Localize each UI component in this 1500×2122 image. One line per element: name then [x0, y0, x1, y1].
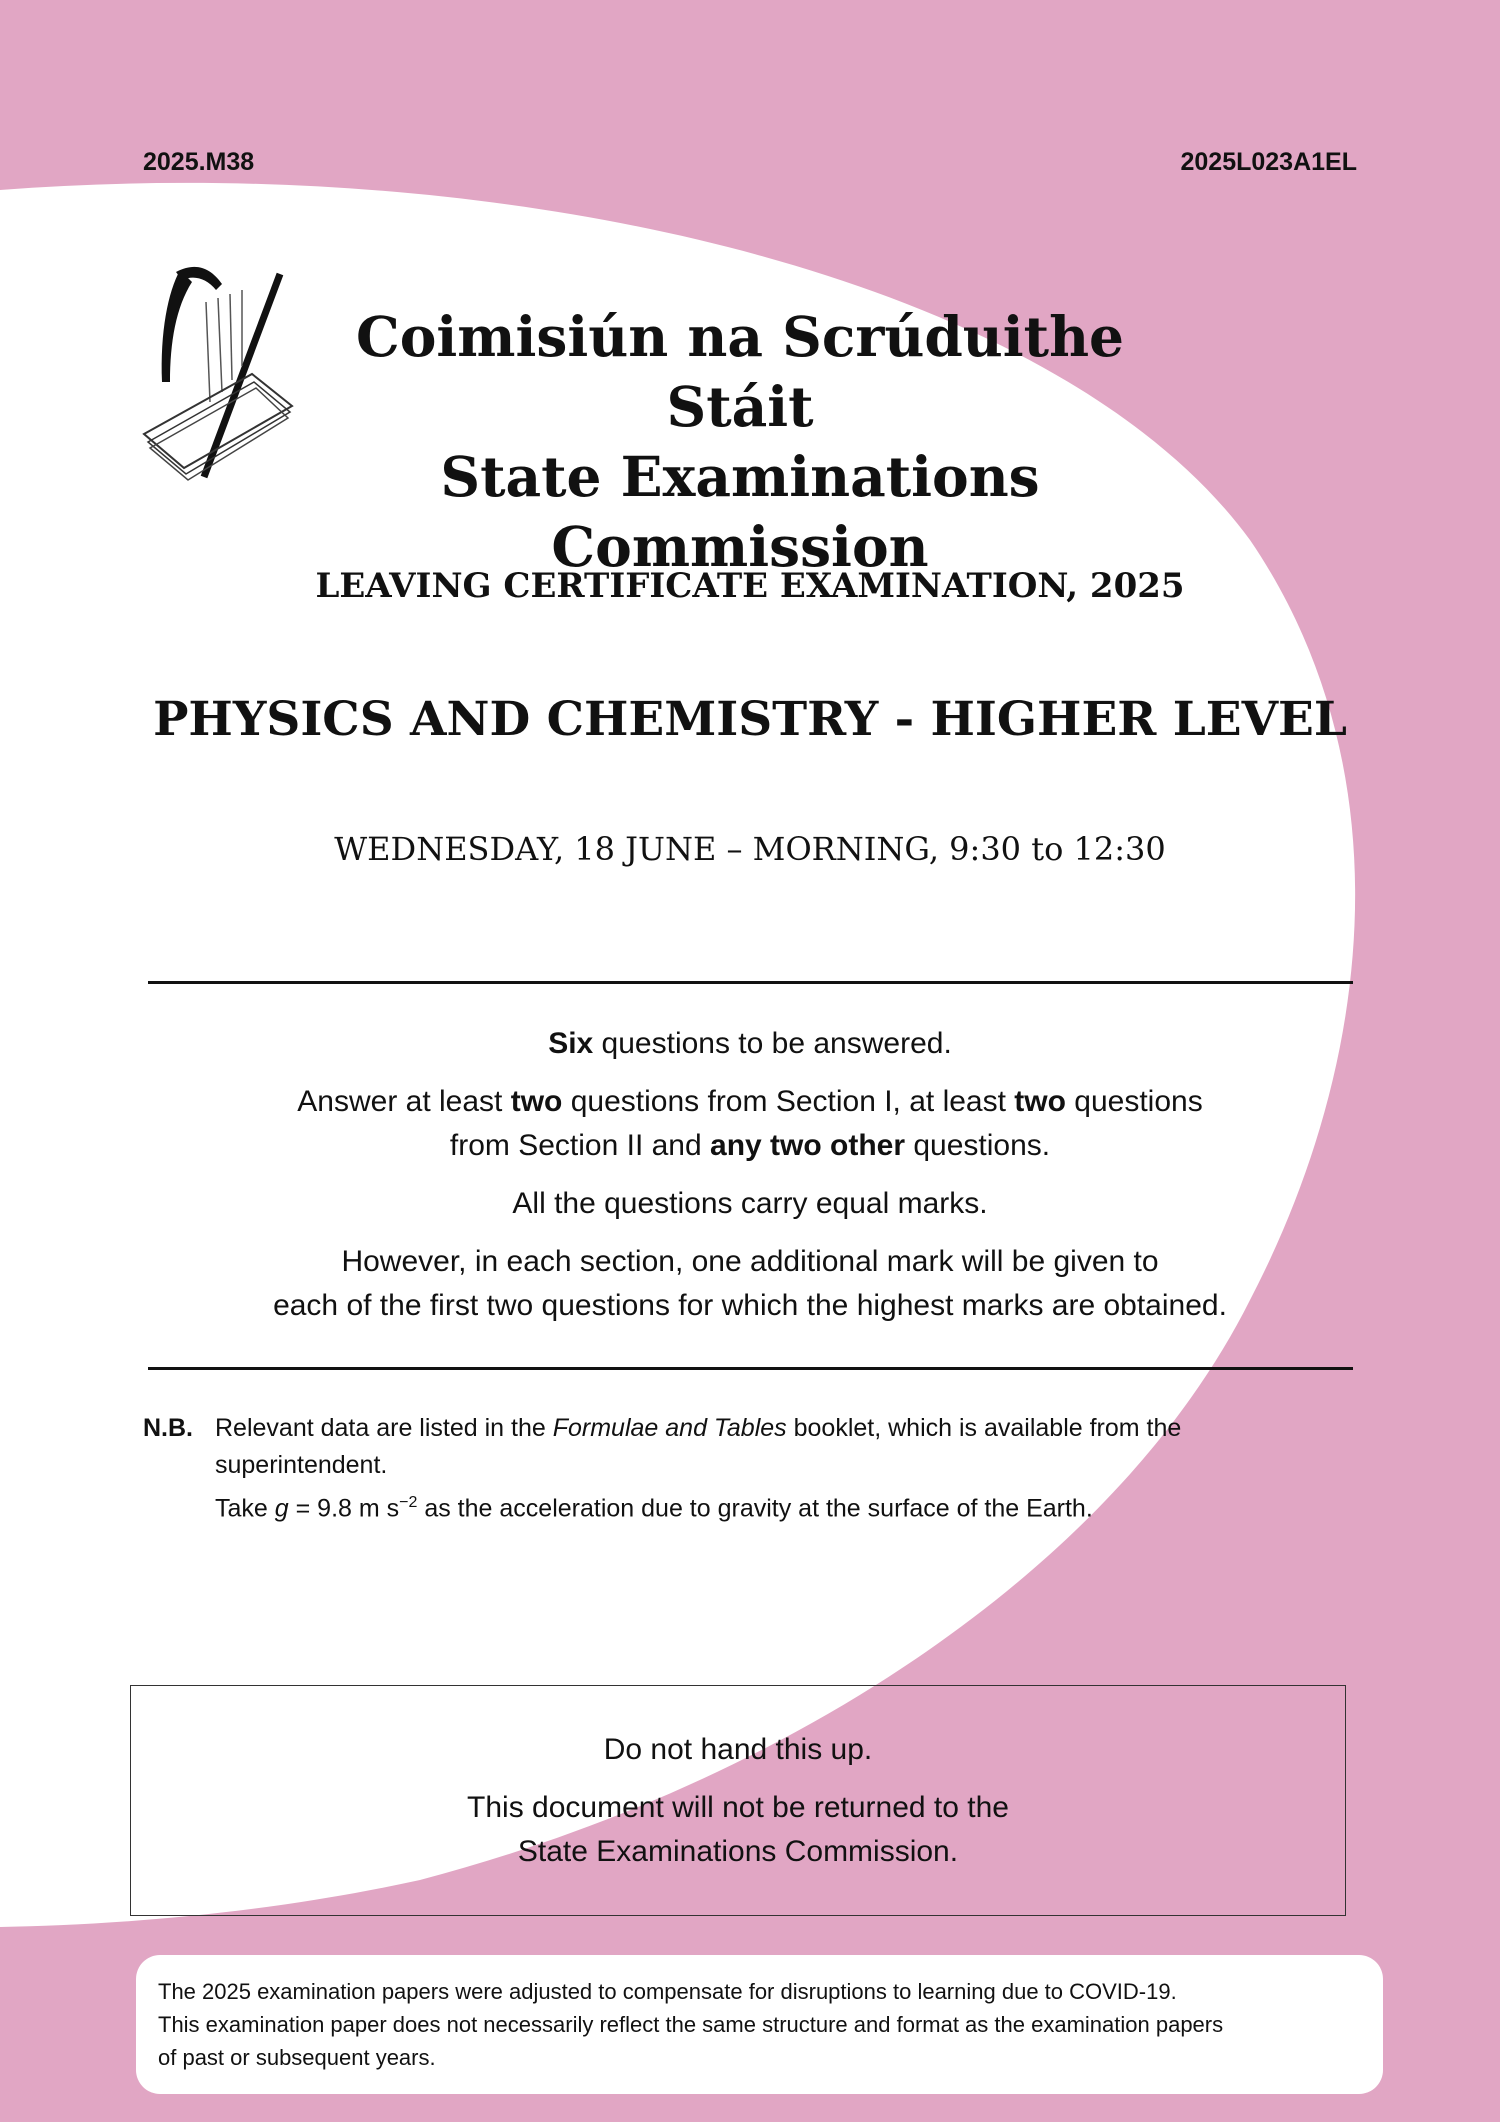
box-line-3: State Examinations Commission. [517, 1835, 959, 1868]
commission-name-irish: Coimisiún na Scrúduithe Stáit [355, 304, 1125, 439]
instruction-line-4: All the questions carry equal marks. [512, 1187, 988, 1220]
paper-code-right: 2025L023A1EL [1180, 148, 1357, 176]
box-line-2: This document will not be returned to the [467, 1791, 1009, 1824]
do-not-hand-up-box [130, 1685, 1346, 1916]
notice-line-3: of past or subsequent years. [158, 2045, 436, 2070]
divider-bottom [148, 1367, 1353, 1370]
commission-name-english: State Examinations Commission [440, 444, 1040, 579]
nb-label: N.B. [143, 1414, 193, 1442]
instruction-line-1: Six questions to be answered. [548, 1027, 952, 1060]
nb-line-1: Relevant data are listed in the Formulae and Tables booklet, which is available from the [215, 1414, 1182, 1442]
notice-line-2: This examination paper does not necessarily reflect the same structure and format as the examination papers [158, 2012, 1224, 2037]
nb-note [143, 1410, 1343, 1527]
instruction-line-2: Answer at least two questions from Section I, at least two questions [297, 1085, 1203, 1118]
instruction-line-6: each of the first two questions for which the highest marks are obtained. [273, 1289, 1227, 1322]
covid-notice [136, 1955, 1383, 2094]
box-line-1: Do not hand this up. [603, 1733, 873, 1766]
nb-line-2: superintendent. [215, 1451, 388, 1479]
exam-datetime: WEDNESDAY, 18 JUNE – MORNING, 9:30 to 12:30 [334, 830, 1166, 868]
nb-line-3: Take g = 9.8 m $s^{-2}$ as the acceleration due to gravity at the surface of the Earth. [215, 1494, 1093, 1523]
paper-code-left: 2025.M38 [143, 148, 255, 176]
divider-top [148, 981, 1353, 984]
instruction-line-5: However, in each section, one additional mark will be given to [341, 1245, 1159, 1278]
instructions [0, 1022, 1500, 1328]
exam-title: LEAVING CERTIFICATE EXAMINATION, 2025 [315, 566, 1185, 606]
harp-icon [140, 262, 300, 487]
commission-name [300, 302, 1180, 582]
subject-title: PHYSICS AND CHEMISTRY - HIGHER LEVEL [153, 692, 1347, 747]
instruction-line-3: from Section II and any two other questions. [449, 1129, 1051, 1162]
notice-line-1: The 2025 examination papers were adjusted to compensate for disruptions to learning due to COVID-19. [158, 1979, 1177, 2004]
do-not-hand-up-text [131, 1728, 1345, 1874]
